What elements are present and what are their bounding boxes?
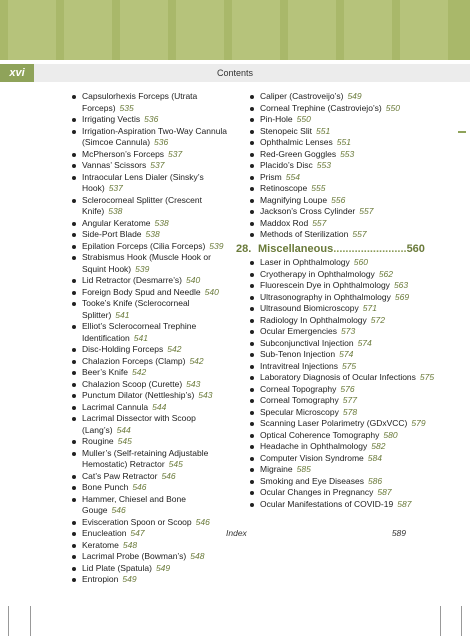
toc-entry-title: Corneal Topography: [260, 383, 337, 394]
toc-entry[interactable]: [248, 183, 448, 195]
toc-entry[interactable]: [70, 114, 230, 126]
toc-entry-title: Chalazion Forceps (Clamp): [82, 355, 186, 366]
toc-list-left: [70, 91, 230, 586]
toc-entry-title: Stenopeic Slit: [260, 125, 312, 136]
banner-block: [64, 0, 112, 60]
toc-entry[interactable]: [248, 326, 448, 338]
toc-entry-title: Cat’s Paw Retractor: [82, 470, 158, 481]
toc-entry-page: 545: [117, 436, 132, 446]
toc-entry-title: Tooke’s Knife (Sclerocorneal Splitter): [82, 298, 190, 320]
toc-entry-title: Lid Retractor (Desmarre’s): [82, 275, 182, 285]
toc-entry-title: Prism: [260, 171, 282, 182]
toc-entry-page: 582: [371, 441, 386, 451]
toc-entry-page: 563: [393, 280, 409, 290]
toc-entry[interactable]: [70, 471, 230, 483]
toc-entry-title: Capsulorhexis Forceps (Utrata Forceps): [82, 91, 198, 113]
toc-entry-title: Strabismus Hook (Muscle Hook or Squint Hook): [82, 252, 211, 274]
toc-entry[interactable]: [70, 344, 230, 356]
toc-list-right-top: [248, 91, 448, 241]
toc-entry-title: Foreign Body Spud and Needle: [82, 286, 201, 297]
toc-entry-title: Ophthalmic Lenses: [260, 137, 333, 147]
toc-entry-title: Angular Keratome: [82, 217, 151, 228]
toc-entry-page: 557: [359, 206, 374, 216]
chapter-dots: ........................: [333, 242, 407, 255]
toc-entry[interactable]: [248, 103, 448, 115]
toc-entry[interactable]: [70, 390, 230, 402]
toc-entry-title: Optical Coherence Tomography: [260, 429, 380, 440]
toc-entry-page: 537: [108, 183, 123, 193]
toc-entry-page: 539: [209, 240, 224, 251]
toc-entry-title: Radiology In Ophthalmology: [260, 314, 367, 325]
toc-entry-page: 562: [378, 268, 393, 279]
toc-entry[interactable]: [248, 195, 448, 207]
toc-entry-page: 549: [155, 562, 171, 573]
toc-entry-title: Keratome: [82, 539, 119, 550]
toc-entry-title: Bone Punch: [82, 482, 129, 492]
toc-entry-page: 560: [353, 257, 368, 267]
toc-entry-title: Headache in Ophthalmology: [260, 441, 368, 451]
toc-entry-page: 545: [168, 459, 183, 469]
toc-entry-title: Punctum Dilator (Nettleship’s): [82, 390, 195, 400]
toc-entry-page: 546: [195, 516, 210, 527]
toc-entry-title: Subconjunctival Injection: [260, 337, 354, 348]
toc-entry-page: 544: [152, 401, 167, 412]
toc-entry-title: Epilation Forceps (Cilia Forceps): [82, 240, 206, 251]
toc-entry-title: Sub-Tenon Injection: [260, 349, 336, 359]
toc-entry-title: Evisceration Spoon or Scoop: [82, 516, 192, 527]
toc-entry[interactable]: [248, 315, 448, 327]
running-title: Contents: [216, 68, 254, 78]
toc-entry[interactable]: [248, 430, 448, 442]
toc-entry-title: McPherson’s Forceps: [82, 148, 165, 159]
toc-entry[interactable]: [70, 241, 230, 253]
toc-entry-title: Beer’s Knife: [82, 367, 128, 377]
toc-entry[interactable]: [248, 384, 448, 396]
toc-entry-title: Pin-Hole: [260, 114, 293, 124]
toc-entry-page: 538: [154, 217, 169, 228]
toc-entry-title: Entropion: [82, 574, 119, 584]
toc-entry-page: 543: [186, 378, 201, 389]
toc-entry-page: 543: [198, 390, 213, 400]
toc-entry-page: 556: [331, 194, 346, 205]
toc-entry-title: Computer Vision Syndrome: [260, 452, 364, 463]
toc-entry-page: 578: [342, 406, 358, 417]
toc-entry-title: Lid Plate (Spatula): [82, 562, 152, 573]
toc-entry[interactable]: [70, 528, 230, 540]
toc-entry-page: 536: [144, 114, 159, 124]
toc-entry[interactable]: [248, 280, 448, 292]
toc-entry-page: 537: [150, 160, 165, 170]
toc-entry-page: 579: [411, 418, 426, 428]
toc-entry[interactable]: [70, 356, 230, 368]
toc-entry-page: 551: [336, 137, 351, 147]
toc-entry-page: 580: [383, 429, 398, 440]
toc-entry-title: Lacrimal Probe (Bowman’s): [82, 551, 187, 561]
toc-entry-title: Red-Green Goggles: [260, 148, 337, 159]
toc-entry-page: 546: [161, 470, 176, 481]
toc-entry-page: 587: [377, 487, 392, 497]
crop-mark: [440, 606, 441, 636]
toc-entry-title: Fluorescein Dye in Ophthalmology: [260, 280, 390, 290]
toc-entry[interactable]: [248, 206, 448, 218]
toc-entry-page: 577: [342, 395, 357, 405]
toc-entry[interactable]: [248, 218, 448, 230]
toc-entry-title: Rougine: [82, 436, 114, 446]
toc-entry-title: Caliper (Castroveijo’s): [260, 91, 344, 101]
index-page: 589: [391, 528, 406, 538]
toc-entry[interactable]: [248, 464, 448, 476]
toc-entry[interactable]: [70, 482, 230, 494]
toc-entry-title: Corneal Tomography: [260, 395, 339, 405]
toc-entry[interactable]: [248, 395, 448, 407]
toc-entry-page: 569: [394, 291, 410, 302]
toc-entry-page: 541: [115, 309, 130, 320]
toc-entry-page: 553: [340, 148, 355, 159]
toc-entry-page: 539: [135, 263, 150, 274]
toc-entry[interactable]: [70, 448, 230, 471]
toc-entry-page: 572: [370, 314, 385, 325]
toc-entry-title: Intraocular Lens Dialer (Sinsky’s Hook): [82, 171, 204, 193]
toc-entry[interactable]: [70, 551, 230, 563]
toc-entry[interactable]: [248, 487, 448, 499]
toc-entry[interactable]: [248, 499, 448, 511]
toc-entry[interactable]: [70, 367, 230, 379]
toc-entry[interactable]: [248, 149, 448, 161]
toc-entry-page: 538: [108, 206, 123, 216]
toc-entry-page: 557: [312, 217, 327, 228]
toc-entry[interactable]: [248, 338, 448, 350]
toc-entry-page: 547: [130, 528, 145, 538]
toc-entry[interactable]: [248, 114, 448, 126]
crop-mark: [461, 606, 462, 636]
toc-entry[interactable]: [70, 298, 230, 321]
toc-entry-page: 550: [296, 114, 311, 124]
toc-entry[interactable]: [248, 91, 448, 103]
toc-entry-title: Smoking and Eye Diseases: [260, 475, 364, 486]
toc-entry[interactable]: [248, 453, 448, 465]
toc-entry[interactable]: [248, 418, 448, 430]
banner-block: [400, 0, 448, 60]
toc-entry[interactable]: [70, 229, 230, 241]
toc-entry-page: 571: [362, 303, 377, 313]
toc-entry[interactable]: [70, 287, 230, 299]
toc-entry-page: 548: [190, 551, 205, 561]
toc-entry[interactable]: [248, 476, 448, 488]
index-entry[interactable]: [226, 528, 406, 538]
toc-entry-title: Chalazion Scoop (Curette): [82, 378, 183, 389]
toc-entry-title: Elliot’s Sclerocorneal Trephine Identification: [82, 321, 197, 343]
toc-entry-page: 574: [339, 349, 354, 359]
chapter-number: 28.: [236, 242, 252, 255]
toc-entry-title: Ocular Changes in Pregnancy: [260, 487, 374, 497]
crop-mark: [30, 606, 31, 636]
toc-entry-title: Laboratory Diagnosis of Ocular Infections: [260, 372, 416, 382]
chapter-page: 560: [406, 242, 425, 255]
toc-entry-page: 553: [316, 160, 331, 170]
right-column: [236, 91, 448, 510]
toc-entry-page: 542: [189, 355, 204, 366]
toc-entry-title: Jackson’s Cross Cylinder: [260, 206, 356, 216]
toc-entry[interactable]: [70, 436, 230, 448]
toc-entry[interactable]: [248, 361, 448, 373]
header-banner: [0, 0, 470, 60]
toc-entry-page: 574: [357, 337, 372, 348]
toc-entry[interactable]: [248, 229, 448, 241]
toc-entry-title: Disc-Holding Forceps: [82, 344, 164, 354]
toc-entry-page: 575: [341, 360, 357, 371]
toc-entry[interactable]: [70, 195, 230, 218]
chapter-title: Miscellaneous: [258, 242, 334, 255]
toc-entry-title: Retinoscope: [260, 183, 308, 193]
toc-entry-page: 549: [122, 574, 137, 584]
toc-entry[interactable]: [248, 407, 448, 419]
toc-entry-page: 576: [340, 383, 355, 394]
toc-entry[interactable]: [70, 517, 230, 529]
toc-entry-title: Sclerocorneal Splitter (Crescent Knife): [82, 194, 202, 216]
toc-entry-title: Muller’s (Self-retaining Adjustable Hemostatic) Retractor: [82, 447, 209, 469]
toc-entry[interactable]: [248, 372, 448, 384]
toc-entry-title: Irrigation-Aspiration Two-Way Cannula (Simcoe Cannula): [82, 125, 228, 147]
toc-entry-page: 575: [419, 372, 435, 382]
toc-entry-title: Hammer, Chiesel and Bone Gouge: [82, 493, 186, 515]
toc-entry-title: Ocular Manifestations of COVID-19: [260, 498, 394, 509]
toc-list-right-bottom: [248, 257, 448, 510]
toc-entry[interactable]: [248, 137, 448, 149]
toc-entry[interactable]: [70, 160, 230, 172]
toc-entry-title: Magnifying Loupe: [260, 194, 328, 205]
toc-entry[interactable]: [70, 321, 230, 344]
toc-entry-title: Methods of Sterilization: [260, 229, 349, 239]
toc-entry-title: Cryotherapy in Ophthalmology: [260, 268, 375, 279]
toc-entry-page: 535: [119, 102, 134, 113]
toc-entry[interactable]: [70, 275, 230, 287]
toc-entry-page: 537: [168, 148, 183, 159]
toc-entry-page: 550: [385, 102, 400, 113]
toc-entry[interactable]: [248, 349, 448, 361]
banner-block: [288, 0, 336, 60]
toc-entry-title: Ultrasonography in Ophthalmology: [260, 291, 391, 302]
toc-entry-title: Scanning Laser Polarimetry (GDxVCC): [260, 418, 408, 428]
toc-entry-title: Intravitreal Injections: [260, 360, 338, 371]
toc-entry-page: 540: [204, 286, 219, 297]
page-number: xvi: [0, 64, 34, 82]
toc-entry[interactable]: [70, 379, 230, 391]
toc-entry[interactable]: [248, 303, 448, 315]
toc-entry-page: 549: [347, 91, 362, 101]
toc-entry-page: 551: [315, 125, 331, 136]
index-label: Index: [226, 528, 247, 538]
toc-entry[interactable]: [70, 91, 230, 114]
toc-entry-title: Lacrimal Cannula: [82, 401, 149, 412]
toc-entry[interactable]: [70, 494, 230, 517]
toc-entry[interactable]: [70, 402, 230, 414]
toc-entry[interactable]: [248, 160, 448, 172]
toc-entry-page: 546: [111, 505, 126, 515]
toc-entry[interactable]: [248, 257, 448, 269]
toc-entry-page: 538: [145, 229, 160, 239]
banner-block: [176, 0, 224, 60]
toc-entry[interactable]: [70, 574, 230, 586]
banner-block: [232, 0, 280, 60]
toc-entry-title: Specular Microscopy: [260, 406, 339, 417]
toc-entry-title: Vannas’ Scissors: [82, 160, 147, 170]
toc-entry-page: 557: [352, 229, 367, 239]
toc-entry-title: Maddox Rod: [260, 217, 309, 228]
toc-entry-page: 573: [341, 326, 356, 336]
toc-entry-page: 536: [154, 137, 169, 147]
toc-entry[interactable]: [70, 149, 230, 161]
left-column: [70, 91, 230, 586]
toc-entry-page: 586: [367, 475, 383, 486]
toc-entry-title: Ocular Emergencies: [260, 326, 338, 336]
toc-entry-page: 544: [116, 424, 131, 435]
toc-entry[interactable]: [248, 172, 448, 184]
toc-entry-page: 587: [397, 498, 412, 509]
banner-block: [344, 0, 392, 60]
toc-entry[interactable]: [70, 218, 230, 230]
chapter-heading[interactable]: [236, 244, 448, 256]
toc-entry-title: Corneal Trephine (Castroviejo’s): [260, 102, 382, 113]
toc-entry[interactable]: [248, 441, 448, 453]
toc-entry-page: 555: [311, 183, 326, 193]
toc-entry[interactable]: [248, 292, 448, 304]
toc-entry-page: 540: [185, 275, 201, 285]
toc-entry-page: 554: [285, 171, 300, 182]
toc-entry-page: 541: [133, 332, 148, 343]
toc-entry[interactable]: [70, 413, 230, 436]
toc-entry-title: Ultrasound Biomicroscopy: [260, 303, 359, 313]
toc-entry-title: Placido’s Disc: [260, 160, 313, 170]
toc-entry[interactable]: [70, 172, 230, 195]
toc-entry[interactable]: [70, 563, 230, 575]
banner-block: [8, 0, 56, 60]
crop-mark: [8, 606, 9, 636]
edge-tab-mark: [458, 131, 466, 133]
toc-entry[interactable]: [248, 269, 448, 281]
toc-entry-page: 584: [367, 452, 382, 463]
toc-entry-page: 542: [167, 344, 182, 354]
toc-entry-page: 585: [296, 464, 311, 474]
toc-entry-title: Migraine: [260, 464, 293, 474]
toc-entry[interactable]: [70, 252, 230, 275]
toc-entry-page: 542: [132, 367, 147, 377]
banner-block: [120, 0, 168, 60]
toc-entry[interactable]: [70, 126, 230, 149]
toc-entry-title: Laser in Ophthalmology: [260, 257, 350, 267]
toc-entry[interactable]: [70, 540, 230, 552]
toc-entry[interactable]: [248, 126, 448, 138]
toc-entry-title: Irrigating Vectis: [82, 114, 141, 124]
toc-entry-title: Side-Port Blade: [82, 229, 142, 239]
toc-entry-page: 548: [122, 539, 138, 550]
toc-entry-page: 546: [132, 482, 147, 492]
toc-entry-title: Lacrimal Dissector with Scoop (Lang’s): [82, 413, 196, 435]
toc-entry-title: Enucleation: [82, 528, 127, 538]
